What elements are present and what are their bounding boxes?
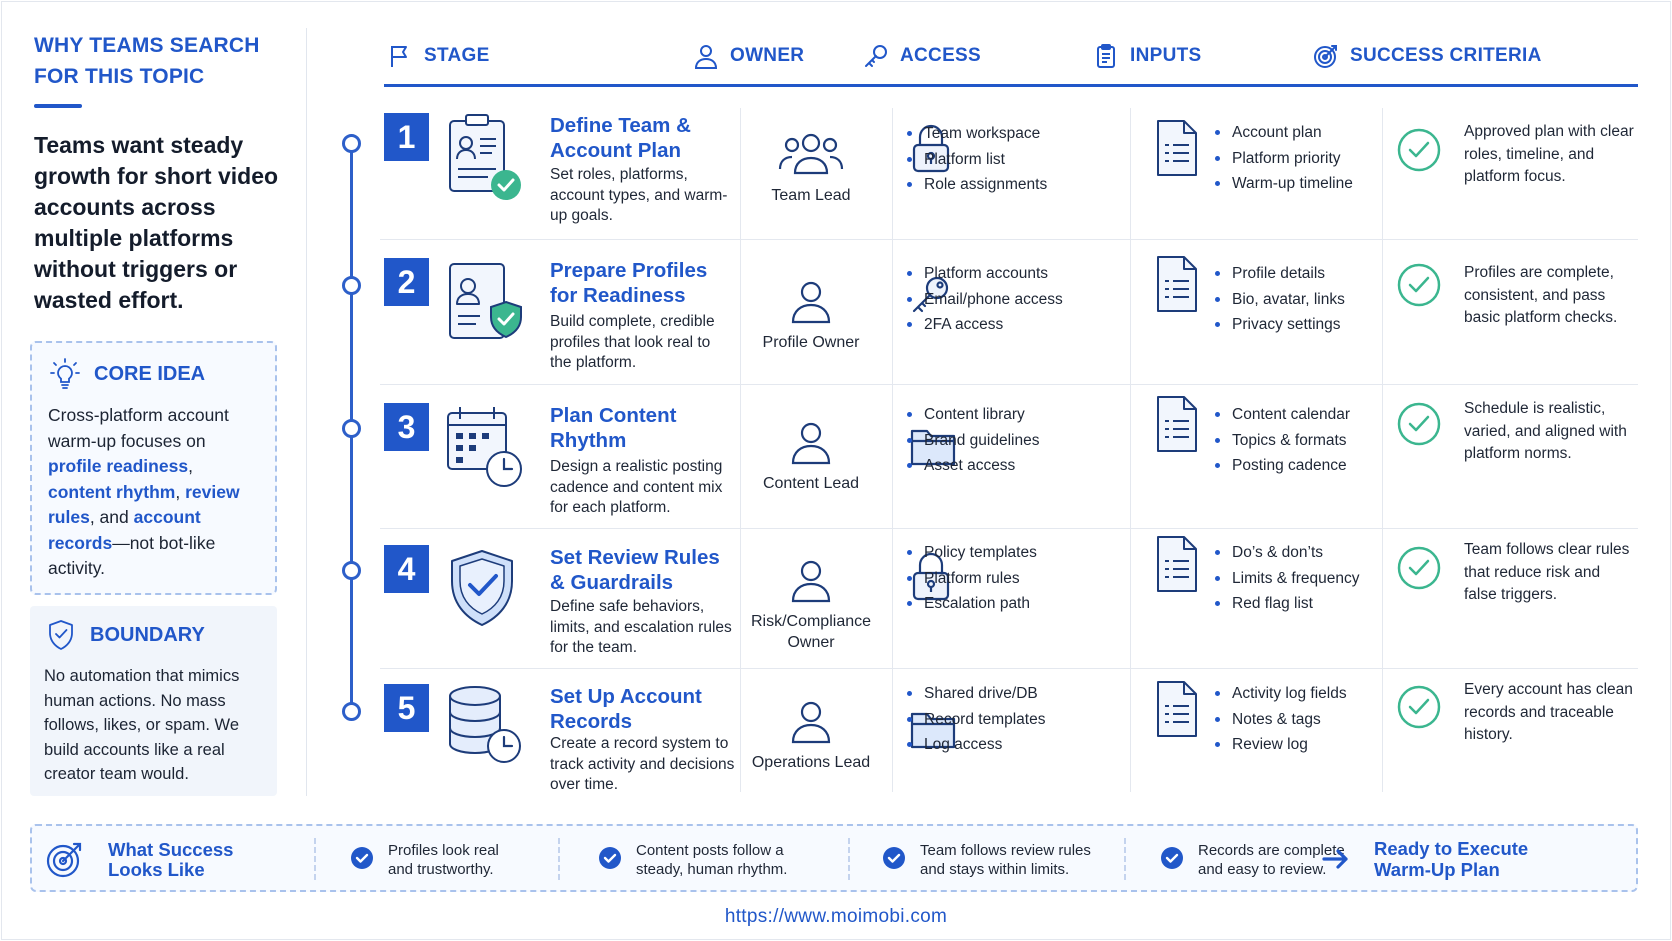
timeline-dot	[342, 419, 361, 438]
owner-cell	[736, 557, 886, 653]
boundary-title: BOUNDARY	[90, 623, 205, 646]
inputs-list	[1214, 120, 1353, 197]
shield-check-icon	[44, 618, 78, 652]
timeline-dot	[342, 276, 361, 295]
stage-description: Define safe behaviors, limits, and escalation rules for the team.	[550, 598, 732, 656]
summary-divider	[558, 838, 560, 880]
check-circle-icon	[1396, 684, 1442, 730]
success-text: Schedule is realistic, varied, and aligned with platform norms.	[1464, 400, 1627, 462]
header-success-label: SUCCESS CRITERIA	[1350, 45, 1542, 66]
lightbulb-icon	[48, 357, 82, 391]
why-title-line1: WHY TEAMS SEARCH	[34, 34, 260, 57]
input-item: Do’s & don’ts	[1214, 540, 1360, 566]
core-text-1: Cross-platform account warm-up focuses on	[48, 405, 229, 451]
input-item: Red flag list	[1214, 591, 1360, 617]
flag-icon	[386, 42, 414, 70]
inputs-list	[1214, 261, 1345, 338]
access-item: Escalation path	[906, 591, 1037, 617]
why-title-line2: FOR THIS TOPIC	[34, 65, 205, 88]
stage-number: 2	[384, 258, 429, 306]
why-panel	[34, 30, 284, 316]
summary-item	[350, 842, 518, 879]
summary-divider	[1124, 838, 1126, 880]
ready-callout	[1322, 838, 1544, 880]
core-text-4: , and	[89, 507, 129, 527]
input-item: Bio, avatar, links	[1214, 287, 1345, 313]
owner-cell	[736, 419, 886, 494]
timeline-dot	[342, 561, 361, 580]
shield-check-icon	[444, 545, 526, 635]
core-highlight-review-rules: review rules	[48, 481, 240, 527]
input-item: Notes & tags	[1214, 707, 1347, 733]
clipboard-list-icon	[1092, 42, 1120, 70]
stage-row-3	[384, 400, 1638, 523]
check-circle-icon	[1396, 262, 1442, 308]
row-divider	[380, 384, 1638, 385]
why-text: Teams want steady growth for short video accounts across multiple platforms without triggers or wasted effort.	[34, 132, 279, 313]
owner-label: Content Lead	[762, 475, 860, 492]
stage-number: 1	[384, 113, 429, 161]
access-item: Platform accounts	[906, 261, 1063, 287]
input-item: Topics & formats	[1214, 428, 1350, 454]
input-item: Activity log fields	[1214, 681, 1347, 707]
success-text: Profiles are complete, consistent, and pass basic platform checks.	[1464, 264, 1618, 326]
input-item: Limits & frequency	[1214, 566, 1360, 592]
check-circle-icon	[1396, 401, 1442, 447]
summary-item	[882, 842, 1110, 879]
owner-cell	[736, 278, 886, 353]
success-summary-bar	[30, 824, 1638, 892]
header-success	[1312, 36, 1542, 76]
access-list	[906, 402, 1039, 479]
owner-cell	[736, 698, 886, 773]
access-item: Email/phone access	[906, 287, 1063, 313]
document-list-icon	[1154, 535, 1200, 593]
user-icon	[789, 698, 833, 746]
core-idea-text	[48, 403, 259, 582]
header-stage-label: STAGE	[424, 45, 490, 66]
summary-item	[598, 842, 806, 879]
document-list-icon	[1154, 255, 1200, 313]
database-clock-icon	[444, 684, 526, 774]
arrow-right-icon	[1322, 847, 1352, 871]
success-text: Every account has clean records and traceable history.	[1464, 681, 1633, 743]
stage-row-4	[384, 541, 1638, 663]
access-item: Policy templates	[906, 540, 1037, 566]
summary-item-text: Records are complete and easy to review.	[1198, 842, 1345, 878]
check-badge-icon	[598, 846, 622, 870]
ready-text: Ready to Execute Warm-Up Plan	[1374, 838, 1529, 880]
header-inputs	[1092, 36, 1201, 76]
team-icon	[778, 131, 844, 179]
boundary-text: No automation that mimics human actions. No mass follows, likes, or spam. We build accounts like a real creator team would.	[44, 667, 240, 783]
header-stage	[386, 36, 490, 76]
stage-description: Set roles, platforms, account types, and warm-up goals.	[550, 166, 728, 224]
inputs-list	[1214, 540, 1360, 617]
stage-title: Prepare Profiles for Readiness	[550, 259, 708, 307]
owner-label: Operations Lead	[751, 754, 871, 771]
boundary-box	[30, 606, 277, 796]
document-list-icon	[1154, 395, 1200, 453]
input-item: Review log	[1214, 732, 1347, 758]
core-text-5: —not bot-like activity.	[48, 532, 216, 578]
target-icon	[1312, 42, 1340, 70]
core-highlight-content-rhythm: content rhythm	[48, 481, 176, 502]
header-underline	[384, 84, 1638, 87]
input-item: Privacy settings	[1214, 312, 1345, 338]
check-circle-icon	[1396, 545, 1442, 591]
input-item: Content calendar	[1214, 402, 1350, 428]
access-item: Team workspace	[906, 121, 1047, 147]
check-badge-icon	[1160, 846, 1184, 870]
stage-number: 4	[384, 545, 429, 593]
row-divider	[380, 239, 1638, 240]
clipboard-check-icon	[444, 113, 526, 203]
access-item: Platform list	[906, 147, 1047, 173]
access-item: Platform rules	[906, 566, 1037, 592]
inputs-list	[1214, 681, 1347, 758]
stage-number: 5	[384, 684, 429, 732]
stage-row-1	[384, 113, 1638, 233]
stage-description: Build complete, credible profiles that look real to the platform.	[550, 313, 715, 371]
target-icon	[44, 838, 86, 880]
stage-row-5	[384, 681, 1638, 796]
input-item: Posting cadence	[1214, 453, 1350, 479]
stage-row-2	[384, 258, 1638, 378]
profile-shield-icon	[444, 258, 526, 348]
check-circle-icon	[1396, 127, 1442, 173]
stage-number: 3	[384, 403, 429, 451]
access-item: Record templates	[906, 707, 1045, 733]
core-idea-title: CORE IDEA	[94, 362, 206, 385]
left-divider	[306, 28, 307, 796]
header-access	[862, 36, 981, 76]
document-list-icon	[1154, 119, 1200, 177]
access-item: 2FA access	[906, 312, 1063, 338]
summary-divider	[314, 838, 316, 880]
header-inputs-label: INPUTS	[1130, 45, 1202, 66]
core-idea-header	[48, 357, 259, 391]
access-list	[906, 261, 1063, 338]
owner-label: Profile Owner	[762, 334, 860, 351]
owner-label: Team Lead	[771, 187, 851, 204]
person-icon	[692, 42, 720, 70]
owner-label: Risk/Compliance Owner	[750, 613, 872, 651]
user-icon	[789, 278, 833, 326]
why-title	[34, 30, 284, 92]
core-idea-box	[30, 341, 277, 595]
input-item: Profile details	[1214, 261, 1345, 287]
summary-title: What Success Looks Like	[108, 839, 234, 880]
header-owner	[692, 36, 804, 76]
header-access-label: ACCESS	[900, 45, 981, 66]
core-text-2: ,	[188, 456, 193, 476]
check-badge-icon	[882, 846, 906, 870]
stage-description: Create a record system to track activity and decisions over time.	[550, 735, 735, 793]
owner-cell	[736, 131, 886, 206]
why-underline	[34, 104, 82, 108]
document-list-icon	[1154, 680, 1200, 738]
stage-title: Plan Content Rhythm	[550, 404, 677, 452]
header-owner-label: OWNER	[730, 45, 805, 66]
check-badge-icon	[350, 846, 374, 870]
stage-title: Set Up Account Records	[550, 685, 702, 733]
input-item: Platform priority	[1214, 146, 1353, 172]
success-text: Team follows clear rules that reduce risk and false triggers.	[1464, 541, 1630, 603]
inputs-list	[1214, 402, 1350, 479]
input-item: Account plan	[1214, 120, 1353, 146]
access-item: Role assignments	[906, 172, 1047, 198]
summary-divider	[848, 838, 850, 880]
calendar-clock-icon	[444, 403, 526, 493]
access-list	[906, 540, 1037, 617]
summary-item-text: Team follows review rules and stays within limits.	[920, 842, 1091, 878]
access-item: Asset access	[906, 453, 1039, 479]
access-item: Content library	[906, 402, 1039, 428]
footer-url[interactable]: https://www.moimobi.com	[724, 906, 948, 927]
core-highlight-account-records: account records	[48, 507, 201, 553]
user-icon	[789, 419, 833, 467]
timeline-dot	[342, 134, 361, 153]
stage-title: Set Review Rules & Guardrails	[550, 546, 720, 594]
timeline-dot	[342, 702, 361, 721]
access-item: Shared drive/DB	[906, 681, 1045, 707]
access-item: Brand guidelines	[906, 428, 1039, 454]
boundary-header	[44, 618, 263, 652]
summary-item-text: Content posts follow a steady, human rhythm.	[636, 842, 788, 878]
stage-title: Define Team & Account Plan	[550, 114, 691, 162]
access-item: Log access	[906, 732, 1045, 758]
stage-description: Design a realistic posting cadence and content mix for each platform.	[550, 458, 723, 516]
row-divider	[380, 668, 1638, 669]
summary-item-text: Profiles look real and trustworthy.	[388, 842, 499, 878]
user-icon	[789, 557, 833, 605]
access-list	[906, 681, 1045, 758]
key-icon	[862, 42, 890, 70]
core-text-3: ,	[175, 481, 181, 502]
success-text: Approved plan with clear roles, timeline, and platform focus.	[1464, 123, 1634, 185]
input-item: Warm-up timeline	[1214, 171, 1353, 197]
row-divider	[380, 528, 1638, 529]
core-highlight-profile-readiness: profile readiness	[48, 456, 189, 476]
access-list	[906, 121, 1047, 198]
